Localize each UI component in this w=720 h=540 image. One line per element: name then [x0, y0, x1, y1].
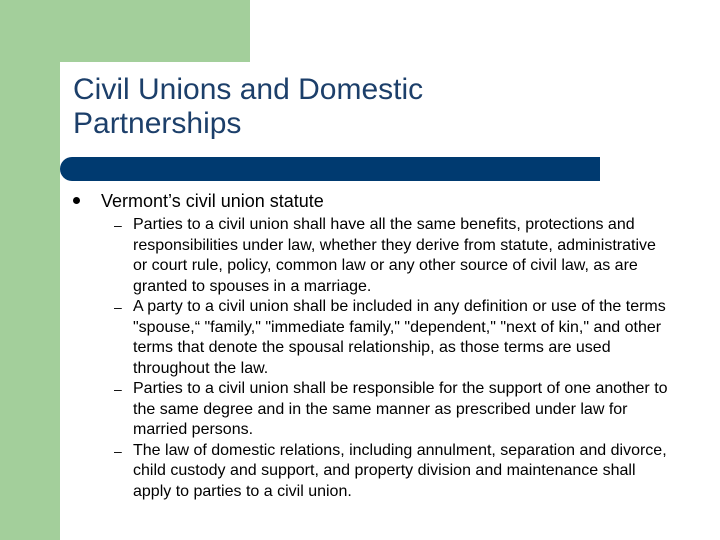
dash-icon: – [114, 217, 122, 233]
sub-bullet-item [114, 379, 670, 441]
decorative-green-band-left [0, 0, 60, 540]
sub-bullet-item [114, 215, 670, 297]
dash-icon: – [114, 299, 122, 315]
slide-title-line-1: Civil Unions and Domestic [73, 73, 424, 106]
dash-icon: – [114, 442, 122, 459]
sub-bullet-item [114, 297, 670, 379]
slide-title-line-2: Partnerships [73, 107, 242, 140]
sub-bullet-list [114, 215, 670, 502]
bullet-dot-icon [73, 197, 80, 204]
sub-bullet-text: A party to a civil union shall be included in any definition or use of the terms "spouse,“ "family," "immediate family," "dependent," "next of kin," and other terms that denote the spousal relationship, as those terms are used throughout the law. [133, 298, 666, 377]
sub-bullet-text: Parties to a civil union shall have all the same benefits, protections and responsibilities under law, whether they derive from statute, administrative or court rule, policy, common law or any other source of civil law, as are granted to spouses in a marriage. [133, 216, 656, 295]
slide-title [73, 73, 673, 141]
sub-bullet-text: The law of domestic relations, including annulment, separation and divorce, child custody and support, and property division and maintenance shall apply to parties to a civil union. [133, 441, 667, 500]
sub-bullet-item [114, 441, 670, 503]
title-underline-bar [60, 157, 600, 181]
main-bullet-text: Vermont’s civil union statute [101, 191, 324, 211]
sub-bullet-text: Parties to a civil union shall be responsible for the support of one another to the same degree and in the same manner as prescribed under law for married persons. [133, 380, 668, 438]
dash-icon: – [114, 381, 122, 397]
